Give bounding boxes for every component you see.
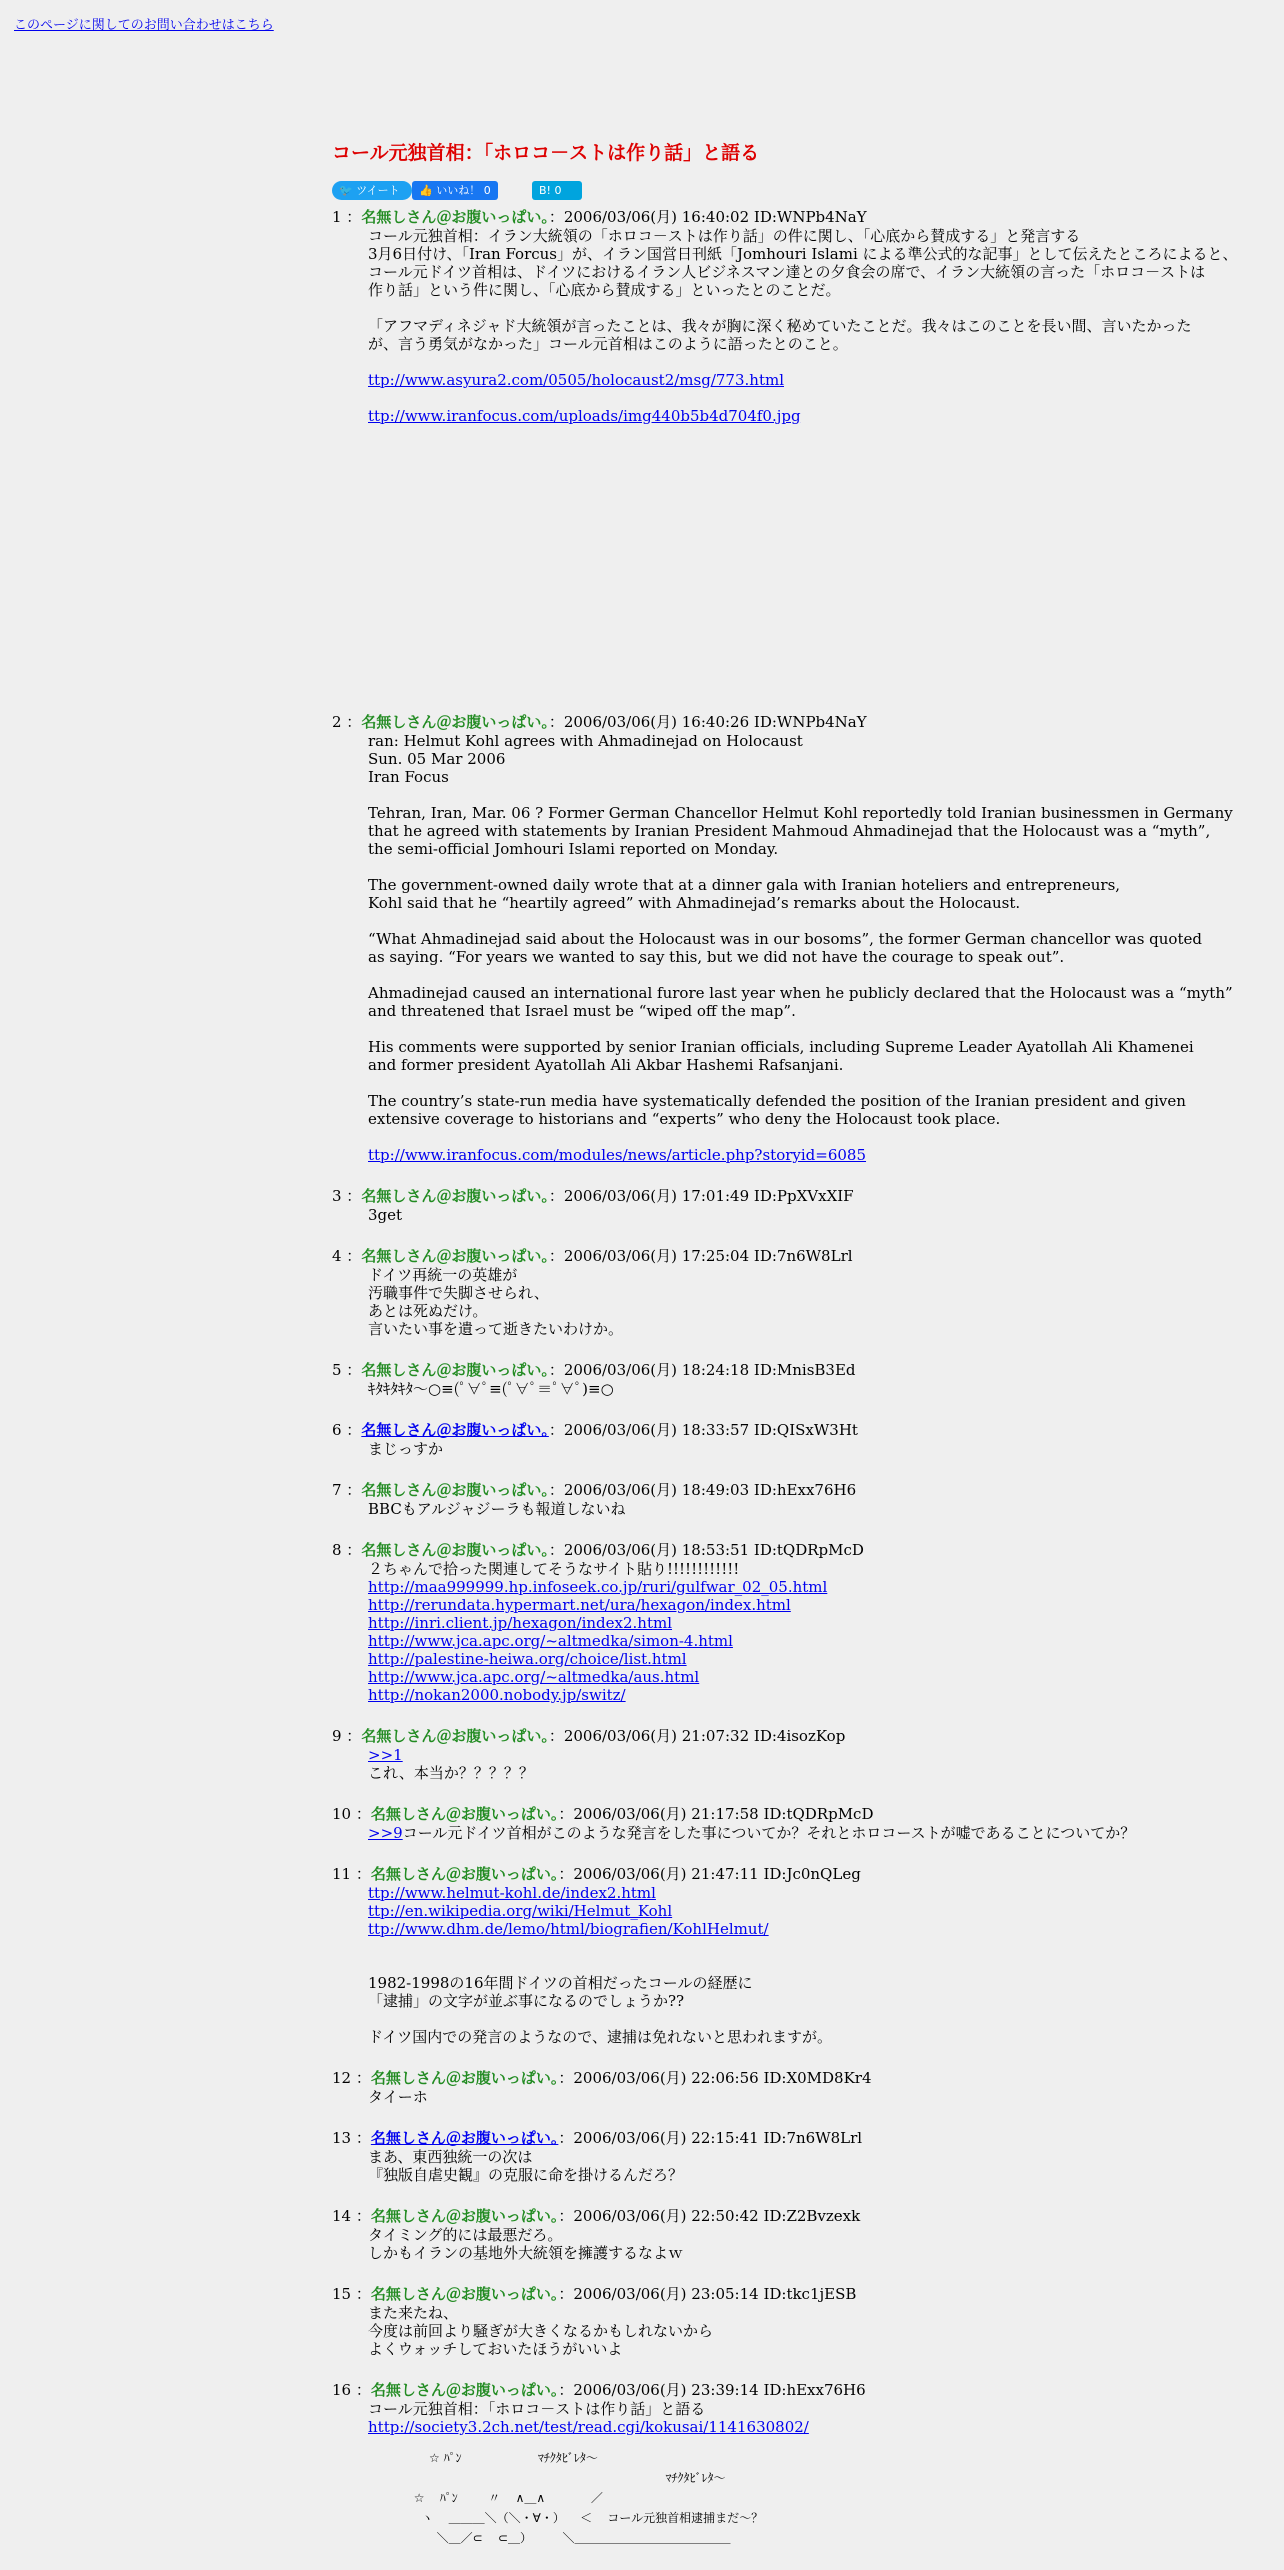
body-line: まあ、東西独統一の次は: [368, 2148, 533, 2166]
body-line: 『独版自虐史観』の克服に命を掛けるんだろ？: [368, 2166, 684, 2184]
thread-main: [332, 138, 1272, 2570]
body-line: 「アフマディネジャド大統領が言ったことは、我々が胸に深く秘めていたことだ。我々はこのことを長い間、言いたかった: [368, 317, 1192, 335]
post-number: 8 ：: [332, 1541, 362, 1559]
post-body: [368, 1746, 1272, 1782]
post-header: [332, 2068, 1272, 2088]
body-line: コール元独首相：イラン大統領の「ホロコ－ストは作り話」の件に関し、「心底から賛成する」と発言する: [368, 227, 1081, 245]
body-line: Tehran, Iran, Mar. 06 ? Former German Chancellor Helmut Kohl reportedly told Iranian businessmen in Germany: [368, 804, 1233, 822]
post-body: [368, 1380, 1272, 1398]
body-line: [368, 1614, 1272, 1632]
tweet-label: ツイート: [356, 184, 400, 197]
url-link[interactable]: ttp://en.wikipedia.org/wiki/Helmut_Kohl: [368, 1902, 673, 1920]
post: [332, 1360, 1272, 1398]
post-body: [368, 1560, 1272, 1704]
body-line: [368, 1938, 1272, 1956]
post-header: [332, 1540, 1272, 1560]
body-line: His comments were supported by senior Iranian officials, including Supreme Leader Ayatollah Ali Khamenei: [368, 1038, 1194, 1056]
body-line: 作り話」という件に関し、「心底から賛成する」といったとのことだ。: [368, 281, 841, 299]
post-meta: ：2006/03/06(月) 23:39:14 ID:hExx76H6: [558, 2381, 866, 2399]
poster-name: 名無しさん＠お腹いっぱい。: [361, 713, 549, 731]
spacer: [368, 389, 1272, 407]
poster-name[interactable]: 名無しさん＠お腹いっぱい。: [361, 1421, 549, 1439]
body-line: まじっすか: [368, 1440, 444, 1458]
body-line: [368, 1596, 1272, 1614]
post-number: 16 ：: [332, 2381, 371, 2399]
body-line: [368, 1746, 1272, 1764]
post-number: 15 ：: [332, 2285, 371, 2303]
body-line: コール元独首相：「ホロコ－ストは作り話」と語る: [368, 2400, 706, 2418]
post-header: [332, 1726, 1272, 1746]
post-meta: ：2006/03/06(月) 21:07:32 ID:4isozKop: [548, 1727, 846, 1745]
post: [332, 2206, 1272, 2262]
post-number: 10 ：: [332, 1805, 371, 1823]
body-line: タイーホ: [368, 2088, 428, 2106]
post-body: [368, 2088, 1272, 2106]
body-line: [368, 1920, 1272, 1938]
body-line: ２ちゃんで拾った関連してそうなサイト貼り!!!!!!!!!!!!: [368, 1560, 740, 1578]
body-line: が、言う勇気がなかった」コール元首相はこのように語ったとのこと。: [368, 335, 848, 353]
post-body: [368, 1884, 1272, 2046]
body-line: [368, 1956, 1272, 1974]
post-header: [332, 2380, 1272, 2400]
body-line: [368, 407, 1272, 425]
body-line: [368, 1146, 1272, 1164]
body-line: [368, 1824, 1272, 1842]
poster-name: 名無しさん＠お腹いっぱい。: [370, 2069, 559, 2087]
post-meta: ：2006/03/06(月) 22:50:42 ID:Z2Bvzexk: [558, 2207, 861, 2225]
post-list: [332, 207, 1272, 2548]
body-line: タイミング的には最悪だろ。: [368, 2226, 563, 2244]
url-link[interactable]: http://www.jca.apc.org/~altmedka/simon-4.html: [368, 1632, 733, 1650]
body-line: [368, 858, 1272, 876]
post-meta: ：2006/03/06(月) 22:06:56 ID:X0MD8Kr4: [558, 2069, 872, 2087]
post-header: [332, 1864, 1272, 1884]
body-line: that he agreed with statements by Iranian President Mahmoud Ahmadinejad that the Holocaust was a “myth”,: [368, 822, 1211, 840]
ad-space: [332, 425, 1272, 690]
body-line: The country’s state-run media have systematically defended the position of the Iranian president and given: [368, 1092, 1186, 1110]
poster-name: 名無しさん＠お腹いっぱい。: [361, 1247, 549, 1265]
social-buttons: [332, 181, 1272, 203]
body-line: [368, 966, 1272, 984]
body-line: しかもイランの基地外大統領を擁護するなよｗ: [368, 2244, 684, 2262]
body-line: [368, 1884, 1272, 1902]
spacer: [368, 353, 1272, 371]
url-link[interactable]: http://inri.client.jp/hexagon/index2.html: [368, 1614, 673, 1632]
poster-name: 名無しさん＠お腹いっぱい。: [361, 1727, 549, 1745]
spacer: [332, 2436, 1272, 2448]
hatena-bookmark-button[interactable]: B! 0: [532, 181, 582, 200]
body-line: [368, 1578, 1272, 1596]
body-line: 汚職事件で失脚させられ、: [368, 1284, 549, 1302]
body-line: よくウォッチしておいたほうがいいよ: [368, 2340, 623, 2358]
post: [332, 2128, 1272, 2184]
post: [332, 1726, 1272, 1782]
post-meta: ：2006/03/06(月) 18:33:57 ID:QISxW3Ht: [548, 1421, 858, 1439]
post: [332, 2068, 1272, 2106]
post-number: 12 ：: [332, 2069, 371, 2087]
post-meta: ：2006/03/06(月) 23:05:14 ID:tkc1jESB: [558, 2285, 857, 2303]
body-line: これ、本当か？？？？？: [368, 1764, 534, 1782]
body-line: [368, 1668, 1272, 1686]
body-line: [368, 786, 1272, 804]
body-line: [368, 912, 1272, 930]
post-header: [332, 1420, 1272, 1440]
post-body: [368, 1824, 1272, 1842]
like-label: いいね！ 0: [436, 184, 491, 197]
body-line: [368, 299, 1272, 317]
url-link[interactable]: http://nokan2000.nobody.jp/switz/: [368, 1686, 626, 1704]
url-link[interactable]: http://www.jca.apc.org/~altmedka/aus.html: [368, 1668, 700, 1686]
poster-name: 名無しさん＠お腹いっぱい。: [370, 2285, 559, 2303]
post: [332, 207, 1272, 690]
body-line: [368, 1632, 1272, 1650]
body-line: BBCもアルジャジーラも報道しないね: [368, 1500, 626, 1518]
body-line: [368, 2418, 1272, 2436]
post-header: [332, 2206, 1272, 2226]
post-body: [368, 2226, 1272, 2262]
ascii-art: ☆ ﾊﾟﾝ ﾏﾁｸﾀﾋﾞﾚﾀ〜 ﾏﾁｸﾀﾋﾞﾚﾀ〜 ☆ ﾊﾟﾝ 〃 ∧＿∧ ／ ヽ ＿＿＿＼（＼・∀・） ＜ コール元独首相逮捕まだ～？ ＼＿／⊂ ⊂＿） ＼＿＿＿＿＿＿＿＿＿＿＿＿＿: [413, 2451, 764, 2545]
url-link[interactable]: http://palestine-heiwa.org/choice/list.html: [368, 1650, 687, 1668]
body-line: 1982-1998の16年間ドイツの首相だったコールの経歴に: [368, 1974, 753, 1992]
tweet-button[interactable]: [332, 181, 412, 200]
url-link[interactable]: ttp://www.iranfocus.com/modules/news/article.php?storyid=6085: [368, 1146, 867, 1164]
post-body: [368, 732, 1272, 1164]
url-link[interactable]: ttp://www.asyura2.com/0505/holocaust2/msg/773.html: [368, 371, 784, 389]
poster-name[interactable]: 名無しさん＠お腹いっぱい。: [370, 2129, 559, 2147]
poster-name: 名無しさん＠お腹いっぱい。: [370, 1865, 559, 1883]
body-line: Iran Focus: [368, 768, 449, 786]
body-line: 今度は前回より騒ぎが大きくなるかもしれないから: [368, 2322, 714, 2340]
poster-name: 名無しさん＠お腹いっぱい。: [370, 2381, 559, 2399]
post-meta: ：2006/03/06(月) 16:40:02 ID:WNPb4NaY: [548, 208, 867, 226]
body-line: The government-owned daily wrote that at a dinner gala with Iranian hoteliers and entrepreneurs,: [368, 876, 1121, 894]
thread-title: コール元独首相：「ホロコ－ストは作り話」と語る: [332, 142, 760, 164]
url-link[interactable]: http://rerundata.hypermart.net/ura/hexagon/index.html: [368, 1596, 791, 1614]
url-link[interactable]: ttp://www.helmut-kohl.de/index2.html: [368, 1884, 656, 1902]
post-header: [332, 207, 1272, 227]
body-line: and threatened that Israel must be “wiped off the map”.: [368, 1002, 796, 1020]
post-meta: ：2006/03/06(月) 18:53:51 ID:tQDRpMcD: [548, 1541, 864, 1559]
post-meta: ：2006/03/06(月) 16:40:26 ID:WNPb4NaY: [548, 713, 867, 731]
post-meta: ：2006/03/06(月) 21:47:11 ID:Jc0nQLeg: [558, 1865, 861, 1883]
post-number: 5 ：: [332, 1361, 362, 1379]
body-line: [368, 1020, 1272, 1038]
body-line: ｷﾀｷﾀｷﾀ〜○≡(ﾟ∀ﾟ≡(ﾟ∀ﾟ≡ﾟ∀ﾟ)≡○: [368, 1380, 614, 1398]
url-link[interactable]: ttp://www.dhm.de/lemo/html/biografien/KohlHelmut/: [368, 1920, 769, 1938]
post-number: 4 ：: [332, 1247, 362, 1265]
spacer: [368, 1128, 1272, 1146]
post: [332, 712, 1272, 1164]
post-meta: ：2006/03/06(月) 22:15:41 ID:7n6W8Lrl: [558, 2129, 863, 2147]
body-line: [368, 1074, 1272, 1092]
post-header: [332, 2128, 1272, 2148]
poster-name: 名無しさん＠お腹いっぱい。: [361, 1187, 549, 1205]
post: [332, 1864, 1272, 2046]
post-body: [368, 1206, 1272, 1224]
body-line: ran: Helmut Kohl agrees with Ahmadinejad on Holocaust: [368, 732, 803, 750]
url-link[interactable]: http://maa999999.hp.infoseek.co.jp/ruri/gulfwar_02_05.html: [368, 1578, 828, 1596]
post-body: [368, 1440, 1272, 1458]
post-header: [332, 1360, 1272, 1380]
reply-anchor[interactable]: >>9: [368, 1824, 403, 1842]
body-line: “What Ahmadinejad said about the Holocaust was in our bosoms”, the former German chancellor was quoted: [368, 930, 1202, 948]
body-line: 3月6日付け、「Iran Forcus」が、イラン国営日刊紙「Jomhouri Islami による準公式的な記事」として伝えたところによると、: [368, 245, 1238, 263]
post-body: [368, 2148, 1272, 2184]
body-line: 3get: [368, 1206, 403, 1224]
post-number: 1 ：: [332, 208, 362, 226]
post-body: [368, 2400, 1272, 2436]
post-header: [332, 1804, 1272, 1824]
post: [332, 2284, 1272, 2358]
post-meta: ：2006/03/06(月) 21:17:58 ID:tQDRpMcD: [558, 1805, 874, 1823]
post-number: 14 ：: [332, 2207, 371, 2225]
post-number: 13 ：: [332, 2129, 371, 2147]
poster-name: 名無しさん＠お腹いっぱい。: [370, 1805, 559, 1823]
post-number: 9 ：: [332, 1727, 362, 1745]
poster-name: 名無しさん＠お腹いっぱい。: [361, 1361, 549, 1379]
poster-name: 名無しさん＠お腹いっぱい。: [370, 2207, 559, 2225]
post-body: [368, 227, 1272, 425]
post-meta: ：2006/03/06(月) 17:25:04 ID:7n6W8Lrl: [548, 1247, 853, 1265]
body-line: as saying. “For years we wanted to say this, but we did not have the courage to speak out”.: [368, 948, 1065, 966]
body-line: [368, 371, 1272, 389]
body-line: Ahmadinejad caused an international furore last year when he publicly declared that the Holocaust was a “myth”: [368, 984, 1233, 1002]
body-line: and former president Ayatollah Ali Akbar Hashemi Rafsanjani.: [368, 1056, 844, 1074]
body-line: Kohl said that he “heartily agreed” with Ahmadinejad’s remarks about the Holocaust.: [368, 894, 1021, 912]
post-header: [332, 1480, 1272, 1500]
post-meta: ：2006/03/06(月) 17:01:49 ID:PpXVxXIF: [548, 1187, 854, 1205]
post-number: 2 ：: [332, 713, 362, 731]
post: [332, 1186, 1272, 1224]
post-body: [368, 1500, 1272, 1518]
body-line: [368, 2010, 1272, 2028]
post-number: 7 ：: [332, 1481, 362, 1499]
post-number: 11 ：: [332, 1865, 371, 1883]
post-number: 3 ：: [332, 1187, 362, 1205]
post: [332, 1540, 1272, 1704]
post-header: [332, 712, 1272, 732]
body-text: コール元ドイツ首相がこのような発言をした事についてか？それとホロコーストが嘘であることについてか？: [402, 1824, 1136, 1842]
body-line: ドイツ国内での発言のようなので、逮捕は免れないと思われますが。: [368, 2028, 832, 2046]
thumb-icon: 👍: [419, 184, 433, 197]
body-line: the semi-official Jomhouri Islami reported on Monday.: [368, 840, 779, 858]
post-meta: ：2006/03/06(月) 18:24:18 ID:MnisB3Ed: [548, 1361, 856, 1379]
contact-link[interactable]: このページに関してのお問い合わせはこちら: [14, 18, 274, 33]
post: [332, 1804, 1272, 1842]
bird-icon: 🐦: [339, 184, 353, 197]
body-line: extensive coverage to historians and “experts” who deny the Holocaust took place.: [368, 1110, 1001, 1128]
post: [332, 1246, 1272, 1338]
body-line: [368, 1686, 1272, 1704]
post-header: [332, 1186, 1272, 1206]
reply-anchor[interactable]: >>1: [368, 1746, 403, 1764]
poster-name: 名無しさん＠お腹いっぱい。: [361, 1541, 549, 1559]
body-line: 「逮捕」の文字が並ぶ事になるのでしょうか??: [368, 1992, 685, 2010]
like-button[interactable]: [412, 181, 498, 200]
body-line: ドイツ再統一の英雄が: [368, 1266, 518, 1284]
post-number: 6 ：: [332, 1421, 362, 1439]
post-meta: ：2006/03/06(月) 18:49:03 ID:hExx76H6: [548, 1481, 857, 1499]
post: [332, 1480, 1272, 1518]
post-header: [332, 2284, 1272, 2304]
post-body: [368, 2304, 1272, 2358]
body-line: Sun. 05 Mar 2006: [368, 750, 506, 768]
post: [332, 2380, 1272, 2548]
post: [332, 1420, 1272, 1458]
body-line: [368, 1650, 1272, 1668]
url-link[interactable]: http://society3.2ch.net/test/read.cgi/kokusai/1141630802/: [368, 2418, 809, 2436]
poster-name: 名無しさん＠お腹いっぱい。: [361, 1481, 549, 1499]
post-body: [368, 1266, 1272, 1338]
body-line: [368, 1902, 1272, 1920]
url-link[interactable]: ttp://www.iranfocus.com/uploads/img440b5b4d704f0.jpg: [368, 407, 801, 425]
poster-name: 名無しさん＠お腹いっぱい。: [361, 208, 549, 226]
body-line: コール元ドイツ首相は、ドイツにおけるイラン人ビジネスマン達との夕食会の席で、イラン大統領の言った「ホロコ－ストは: [368, 263, 1206, 281]
post-header: [332, 1246, 1272, 1266]
body-line: また来たね、: [368, 2304, 459, 2322]
body-line: 言いたい事を遺って逝きたいわけか。: [368, 1320, 624, 1338]
body-line: あとは死ぬだけ。: [368, 1302, 488, 1320]
